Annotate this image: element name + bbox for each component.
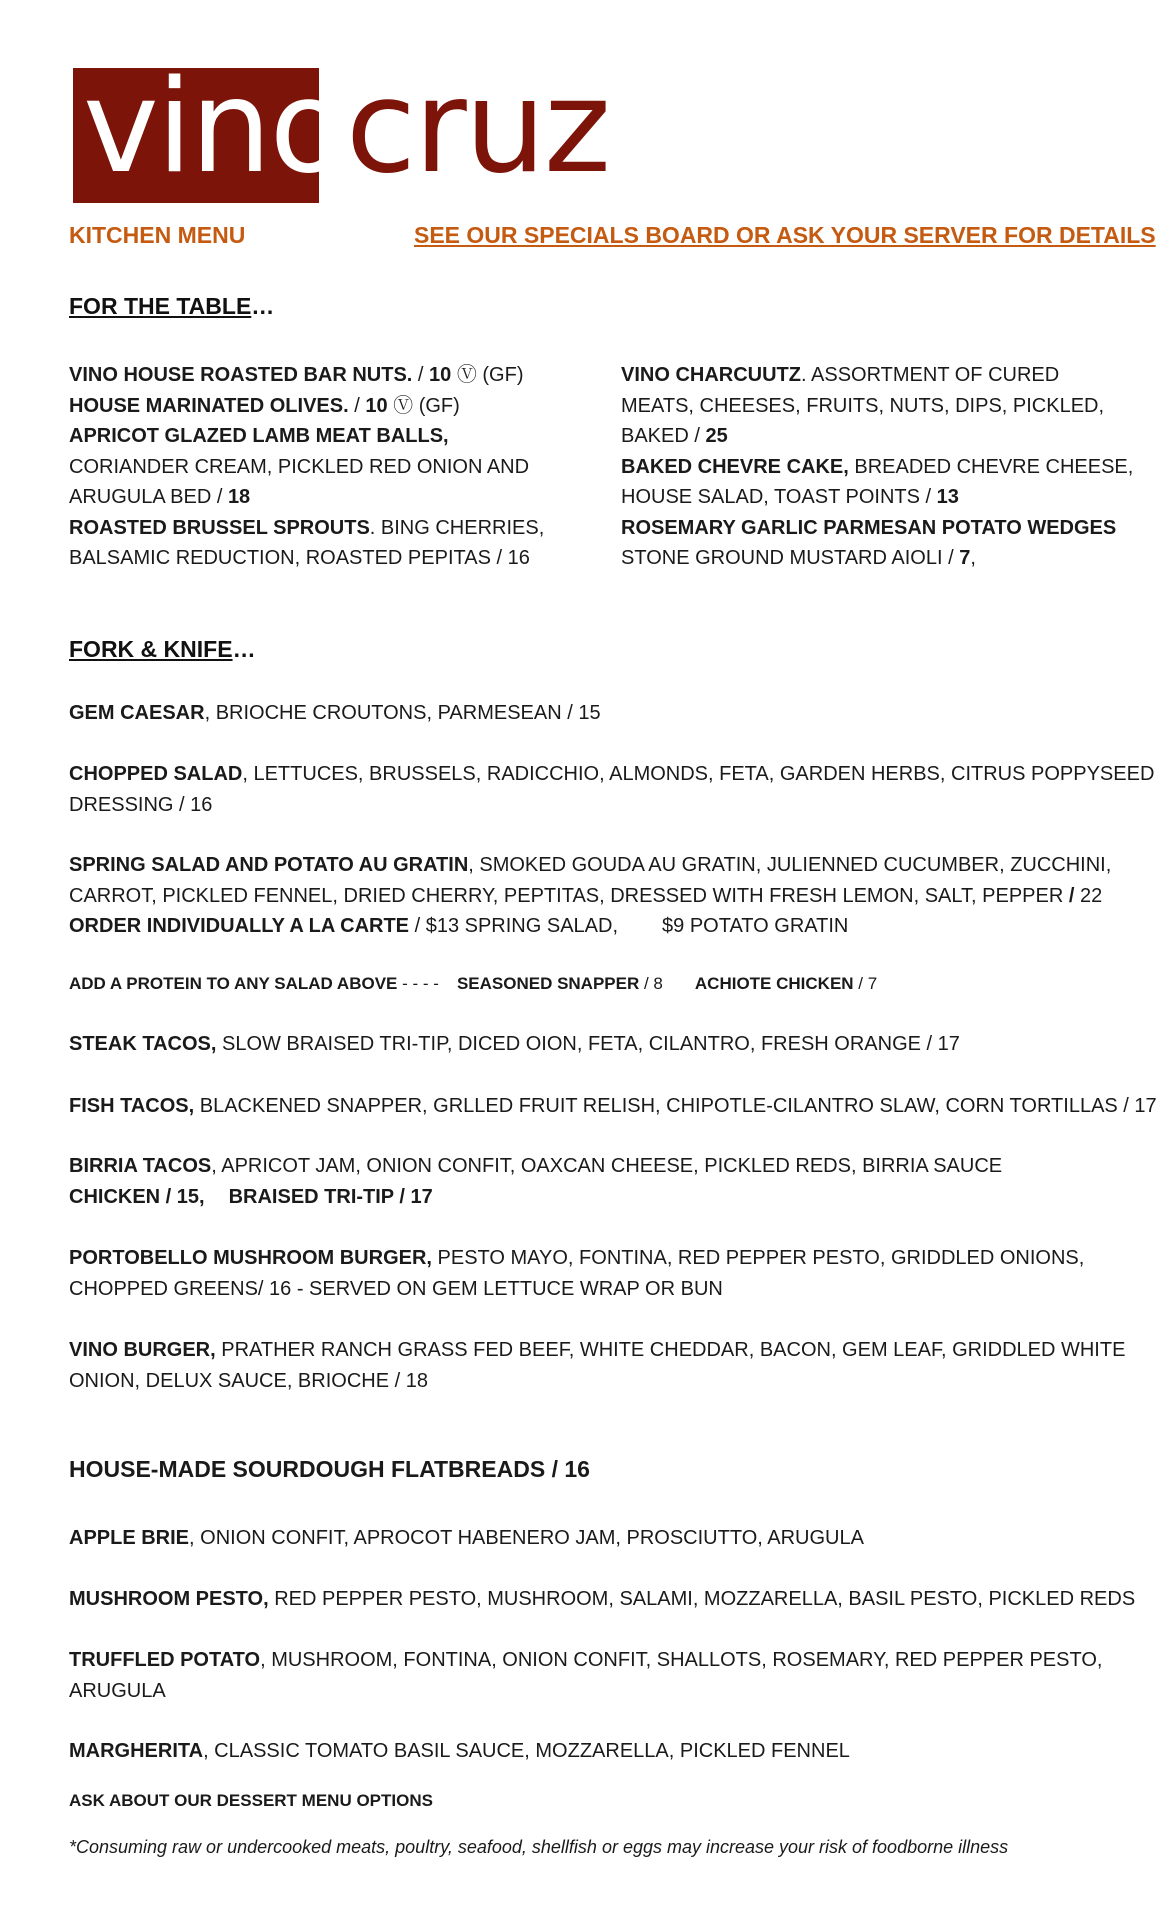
menu-item [69, 391, 589, 422]
diet-tags: Ⓥ (GF) [451, 364, 524, 386]
item-name: ORDER INDIVIDUALLY A LA CARTE [69, 915, 410, 937]
menu-item [69, 1029, 960, 1060]
logo-wordmark [83, 53, 610, 202]
item-name: VINO HOUSE ROASTED BAR NUTS. [69, 364, 413, 386]
dessert-note: ASK ABOUT OUR DESSERT MENU OPTIONS [69, 1791, 433, 1810]
item-name: TRUFFLED POTATO [69, 1649, 261, 1671]
item-desc: , ONION CONFIT, APROCOT HABENERO JAM, PROSCIUTTO, ARUGULA [189, 1527, 864, 1549]
item-name: BAKED CHEVRE CAKE, [621, 455, 849, 478]
item-price: 10 [429, 364, 452, 386]
fork-knife-heading [69, 636, 256, 663]
protein-option: SEASONED SNAPPER [456, 974, 640, 993]
item-name: BIRRIA TACOS [69, 1155, 212, 1177]
protein-price: / 8 [639, 974, 663, 993]
price-sep: / [1068, 884, 1075, 907]
specials-notice: SEE OUR SPECIALS BOARD OR ASK YOUR SERVER FOR DETAILS [414, 222, 1156, 248]
menu-item [69, 513, 589, 544]
item-desc: PRATHER RANCH GRASS FED BEEF, WHITE CHEDDAR, BACON, GEM LEAF, GRIDDLED WHITE [215, 1339, 1126, 1361]
item-desc: HOUSE SALAD, TOAST POINTS / [621, 486, 937, 508]
item-name: MUSHROOM PESTO, [69, 1588, 269, 1610]
menu-item [69, 1584, 1135, 1615]
logo [73, 53, 610, 203]
kitchen-menu-title: KITCHEN MENU [69, 222, 246, 248]
item-name: STEAK TACOS, [69, 1033, 217, 1055]
item-name: APRICOT GLAZED LAMB MEAT BALLS, [69, 425, 449, 447]
item-desc: , SMOKED GOUDA AU GRATIN, JULIENNED CUCUMBER, ZUCCHINI, [468, 854, 1112, 876]
item-name: CHOPPED SALAD [69, 763, 243, 785]
flatbreads-heading: HOUSE-MADE SOURDOUGH FLATBREADS / 16 [69, 1456, 590, 1482]
item-desc: DRESSING / 16 [69, 793, 213, 816]
for-table-right-column [621, 360, 1134, 574]
menu-item [69, 1091, 1157, 1122]
menu-item [69, 1151, 1002, 1212]
item-desc: ONION, DELUX SAUCE, BRIOCHE / 18 [69, 1369, 428, 1392]
protein-label: ADD A PROTEIN TO ANY SALAD ABOVE [69, 974, 398, 993]
for-the-table-heading [69, 293, 274, 320]
menu-item [69, 421, 589, 452]
item-option: BRAISED TRI-TIP / 17 [228, 1185, 433, 1208]
item-desc: , APRICOT JAM, ONION CONFIT, OAXCAN CHEESE, PICKLED REDS, BIRRIA SAUCE [211, 1155, 1003, 1177]
item-desc: RED PEPPER PESTO, MUSHROOM, SALAMI, MOZZARELLA, BASIL PESTO, PICKLED REDS [268, 1588, 1136, 1610]
menu-item [621, 452, 1134, 483]
item-desc: , LETTUCES, BRUSSELS, RADICCHIO, ALMONDS, FETA, GARDEN HERBS, CITRUS POPPYSEED [242, 763, 1155, 785]
item-desc: CORIANDER CREAM, PICKLED RED ONION AND [69, 455, 530, 478]
item-name: ROASTED BRUSSEL SPROUTS [69, 516, 370, 539]
protein-option: ACHIOTE CHICKEN [694, 974, 854, 993]
protein-price: / 7 [853, 974, 878, 993]
food-safety-disclaimer: *Consuming raw or undercooked meats, poultry, seafood, shellfish or eggs may increase your risk of foodborne illness [69, 1837, 1009, 1857]
item-price: 18 [227, 486, 251, 508]
diet-tags: Ⓥ (GF) [387, 394, 460, 417]
item-desc: BAKED / [621, 425, 706, 447]
item-price: 13 [936, 486, 959, 508]
menu-item [69, 850, 1111, 942]
item-desc-price [621, 421, 1121, 452]
item-desc: , [970, 547, 976, 569]
item-desc: BLACKENED SNAPPER, GRLLED FRUIT RELISH, CHIPOTLE-CILANTRO SLAW, CORN TORTILLAS / 17 [194, 1095, 1157, 1117]
protein-dashes: - - - - [397, 974, 439, 993]
item-name: HOUSE MARINATED OLIVES. [69, 394, 349, 417]
item-desc: , MUSHROOM, FONTINA, ONION CONFIT, SHALLOTS, ROSEMARY, RED PEPPER PESTO, [260, 1649, 1103, 1671]
item-desc: ARUGULA [69, 1679, 166, 1702]
item-price: 10 [365, 394, 388, 417]
item-name: MARGHERITA [69, 1740, 204, 1762]
item-desc-price [69, 482, 589, 513]
heading-ellipsis: … [232, 636, 256, 662]
for-table-left-column [69, 360, 589, 574]
item-name: APPLE BRIE [69, 1527, 190, 1549]
item-price: 25 [705, 425, 728, 447]
item-desc: $9 POTATO GRATIN [662, 915, 849, 937]
item-desc: . BING CHERRIES, [369, 516, 545, 539]
item-name: VINO CHARCUUTZ [621, 364, 801, 386]
item-desc: CHOPPED GREENS/ 16 - SERVED ON GEM LETTUCE WRAP OR BUN [69, 1277, 723, 1300]
item-desc: PESTO MAYO, FONTINA, RED PEPPER PESTO, GRIDDLED ONIONS, [431, 1247, 1085, 1269]
item-desc: / $13 SPRING SALAD, [409, 915, 619, 937]
item-desc: MEATS, CHEESES, FRUITS, NUTS, DIPS, PICKLED, [621, 394, 1105, 417]
item-name: FISH TACOS, [69, 1095, 195, 1117]
item-desc: , CLASSIC TOMATO BASIL SAUCE, MOZZARELLA, PICKLED FENNEL [203, 1740, 850, 1762]
logo-part-vino: vino [83, 53, 346, 202]
for-the-table-heading-text: FOR THE TABLE [69, 293, 252, 319]
menu-item [69, 759, 1154, 820]
menu-item [621, 513, 1121, 544]
item-desc: BREADED CHEVRE CHEESE, [848, 455, 1134, 478]
item-desc: SLOW BRAISED TRI-TIP, DICED OION, FETA, CILANTRO, FRESH ORANGE / 17 [216, 1033, 960, 1055]
price-sep: / [412, 364, 430, 386]
price-sep: / [348, 394, 366, 417]
item-desc: CARROT, PICKLED FENNEL, DRIED CHERRY, PEPTITAS, DRESSED WITH FRESH LEMON, SALT, PEPPER [69, 884, 1069, 907]
item-desc: . ASSORTMENT OF CURED [801, 364, 1060, 386]
menu-item [69, 698, 601, 729]
menu-item [69, 1736, 850, 1767]
menu-item [69, 1645, 1102, 1706]
menu-item [69, 1523, 864, 1554]
fork-knife-heading-text: FORK & KNIFE [69, 636, 233, 662]
logo-part-cruz: cruz [345, 53, 610, 202]
item-name: ROSEMARY GARLIC PARMESAN POTATO WEDGES [621, 516, 1117, 539]
menu-item [621, 360, 1121, 391]
protein-addon [69, 974, 877, 994]
item-desc: STONE GROUND MUSTARD AIOLI / [621, 547, 960, 569]
item-option: CHICKEN / 15, [69, 1185, 205, 1208]
menu-item [69, 1243, 1084, 1304]
item-desc: BALSAMIC REDUCTION, ROASTED PEPITAS / 16 [69, 547, 530, 569]
menu-item [69, 360, 589, 391]
item-desc: ARUGULA BED / [69, 486, 228, 508]
item-name: GEM CAESAR [69, 702, 205, 724]
item-desc: , BRIOCHE CROUTONS, PARMESEAN / 15 [204, 702, 601, 724]
heading-ellipsis: … [251, 293, 275, 319]
item-desc-price [621, 482, 1121, 513]
item-name: PORTOBELLO MUSHROOM BURGER, [69, 1247, 432, 1269]
item-name: SPRING SALAD AND POTATO AU GRATIN [69, 854, 469, 876]
item-name: VINO BURGER, [69, 1339, 216, 1361]
item-price: 7 [959, 547, 971, 569]
item-desc-price [621, 543, 1121, 574]
item-price: 22 [1074, 884, 1103, 907]
menu-item [69, 1335, 1125, 1396]
